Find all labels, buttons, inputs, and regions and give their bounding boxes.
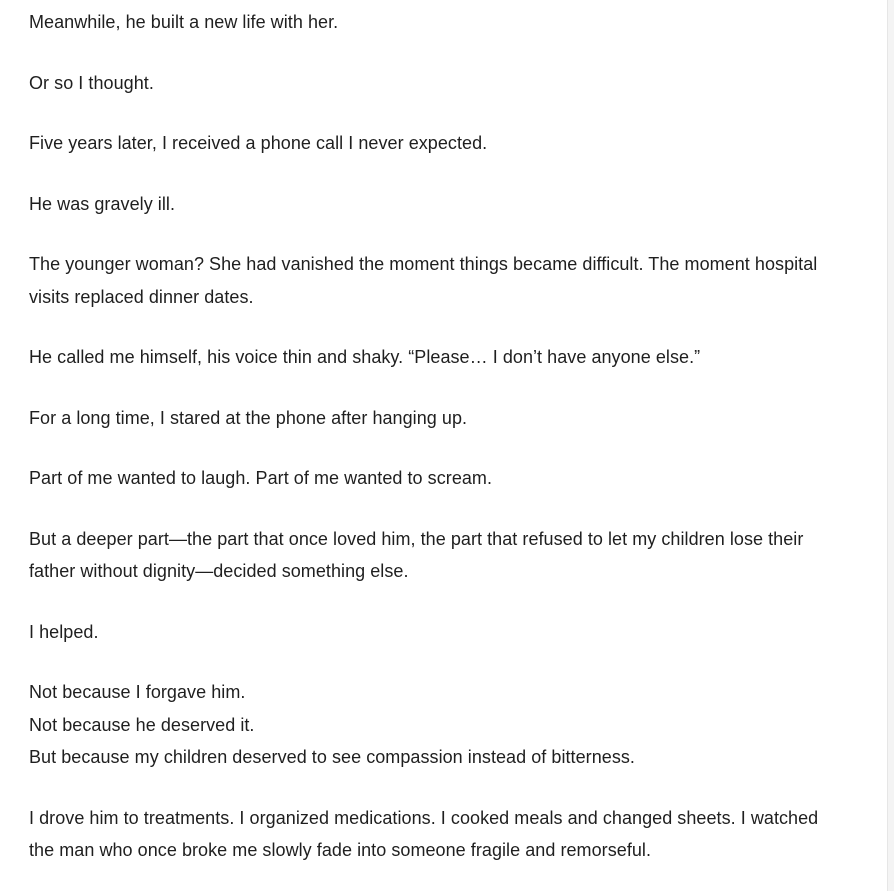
paragraph: The younger woman? She had vanished the moment things became difficult. The moment hospital visits replaced dinner dates. (29, 254, 818, 307)
scrollbar[interactable] (887, 0, 894, 891)
paragraph: Part of me wanted to laugh. Part of me wanted to scream. (29, 468, 493, 488)
article-body (29, 6, 829, 895)
paragraph: I helped. (29, 621, 99, 642)
paragraph: He called me himself, his voice thin and shaky. “Please… I don’t have anyone else.” (29, 347, 701, 367)
paragraph: I drove him to treatments. I organized medications. I cooked meals and changed sheets. I watched the man who once broke me slowly fade into someone fragile and remorseful. (29, 807, 819, 860)
paragraph: Meanwhile, he built a new life with her. (29, 12, 339, 32)
paragraph: Or so I thought. (29, 72, 154, 93)
paragraph: But a deeper part—the part that once loved him, the part that refused to let my children lose their father without dignity—decided something else. (29, 528, 804, 581)
paragraph: Not because I forgave him. Not because he deserved it. But because my children deserved to see compassion instead of bitterness. (29, 682, 635, 767)
paragraph: For a long time, I stared at the phone after hanging up. (29, 407, 468, 428)
paragraph: He was gravely ill. (29, 193, 175, 214)
paragraph: Five years later, I received a phone call I never expected. (29, 133, 488, 153)
